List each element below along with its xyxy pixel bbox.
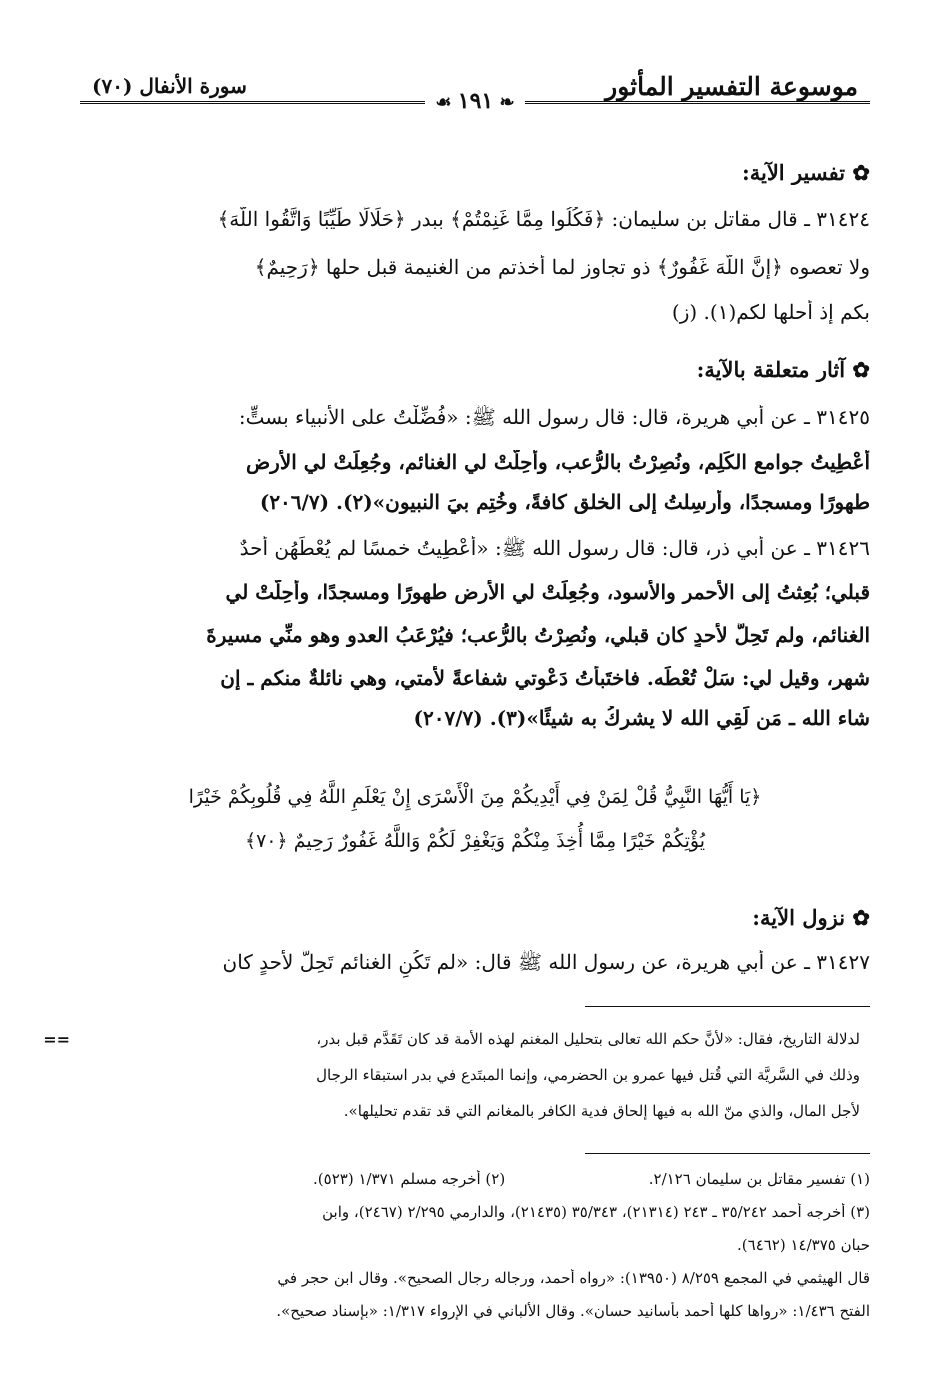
note-line: وذلك في السَّرِيَّة التي قُتل فيها عمرو بن الحضرمي، وإنما المبتَدع في بدر استبقاء الرجال <box>316 1066 860 1084</box>
section-title: نزول الآية: <box>752 905 846 930</box>
text-line: ٣١٤٢٤ ـ قال مقاتل بن سليمان: ﴿فَكُلُوا مِمَّا غَنِمْتُمْ﴾ ببدر ﴿حَلَالًا طَيِّبًا وَاتَّقُوا اللَّهَ﴾ <box>217 207 870 231</box>
flower-icon: ✿ <box>845 905 870 930</box>
continuation-mark: == <box>43 1030 70 1049</box>
text-line: طهورًا ومسجدًا، وأُرسِلتُ إلى الخلق كافةً، وخُتِم بيَ النبيون»(٢). (٢٠٦/٧) <box>259 490 870 514</box>
surah-label: سورة الأنفال (٧٠) <box>92 74 247 98</box>
footnote-line: الفتح ١/٤٣٦: «رواها كلها أحمد بأسانيد حسان». وقال الألباني في الإرواء ١/٣١٧: «بإسناد صحيح». <box>276 1302 870 1320</box>
footnote-line: حبان ١٤/٣٧٥ (٦٤٦٢). <box>737 1236 870 1254</box>
section-heading-nuzul <box>82 905 870 930</box>
section-heading-athar <box>82 357 870 382</box>
section-heading-tafsir <box>82 160 870 185</box>
footnote-3: (٣) أخرجه أحمد ٣٥/٢٤٢ ـ ٢٤٣ (٢١٣١٤)، ٣٥/٣٤٣ (٢١٤٣٥)، والدارمي ٢/٢٩٥ (٢٤٦٧)، وابن <box>322 1203 870 1221</box>
footnote-separator <box>585 1153 870 1154</box>
quran-verse-line: ﴿يَا أَيُّهَا النَّبِيُّ قُلْ لِمَنْ فِي أَيْدِيكُمْ مِنَ الْأَسْرَى إِنْ يَعْلَمِ اللَّهُ فِي قُلُوبِكُمْ خَيْرًا <box>188 786 762 808</box>
text-line: شهر، وقيل لي: سَلْ تُعْطَه. فاختَبأتُ دَعْوتي شفاعةً لأمتي، وهي نائلةٌ منكم ـ إن <box>220 666 870 690</box>
section-title: تفسير الآية: <box>741 160 846 185</box>
ornament-icon: ❧ <box>493 92 515 113</box>
text-line: شاء الله ـ مَن لَقِي الله لا يشرِكُ به شيئًا»(٣). (٢٠٧/٧) <box>413 706 870 730</box>
book-title: موسوعة التفسير المأثور <box>605 72 858 101</box>
section-title: آثار متعلقة بالآية: <box>696 357 846 382</box>
note-line: لدلالة التاريخ، فقال: «لأنَّ حكم الله تعالى بتحليل المغنم لهذه الأمة قد كان تَقَدَّم قبل بدر، <box>316 1030 860 1048</box>
quran-verse-line: يُؤْتِكُمْ خَيْرًا مِمَّا أُخِذَ مِنْكُمْ وَيَغْفِرْ لَكُمْ وَاللَّهُ غَفُورٌ رَحِيمٌ ﴿٧٠﴾ <box>244 830 706 852</box>
text-line: بكم إذ أحلها لكم(١). (ز) <box>671 300 870 324</box>
page-number-area <box>0 88 950 114</box>
text-line: قبلي؛ بُعِثتُ إلى الأحمر والأسود، وجُعِلَتْ لي الأرض طهورًا ومسجدًا، وأُحِلَّتْ لي <box>225 580 870 604</box>
ornament-icon: ☙ <box>435 92 458 113</box>
flower-icon: ✿ <box>845 357 870 382</box>
page-number: ١٩١ <box>457 88 494 114</box>
text-line: الغنائم، ولم تَحِلَّ لأحدٍ كان قبلي، ونُصِرْتُ بالرُّعب؛ فيُرْعَبُ العدو وهو منِّي مسيرةَ <box>206 623 870 647</box>
text-line: ولا تعصوه ﴿إِنَّ اللَّهَ غَفُورٌ﴾ ذو تجاوز لما أخذتم من الغنيمة قبل حلها ﴿رَحِيمٌ﴾ <box>254 255 870 279</box>
footnote-separator <box>585 1006 870 1007</box>
text-line: ٣١٤٢٧ ـ عن أبي هريرة، عن رسول الله ﷺ قال: «لم تَكُنِ الغنائم تَحِلُّ لأحدٍ كان <box>222 950 870 974</box>
text-line: أُعْطِيتُ جوامع الكَلِم، ونُصِرْتُ بالرُّعب، وأُحِلَّتْ لي الغنائم، وجُعِلَتْ لي الأرض <box>246 450 870 474</box>
footnote-row <box>82 1170 870 1188</box>
footnote-1: (١) تفسير مقاتل بن سليمان ٢/١٢٦. <box>648 1170 870 1188</box>
text-line: ٣١٤٢٦ ـ عن أبي ذر، قال: قال رسول الله ﷺ: «أُعْطِيتُ خمسًا لم يُعْطَهُن أحدٌ <box>239 536 870 560</box>
flower-icon: ✿ <box>845 160 870 185</box>
footnote-line: قال الهيثمي في المجمع ٨/٢٥٩ (١٣٩٥٠): «رواه أحمد، ورجاله رجال الصحيح». وقال ابن حجر في <box>277 1269 870 1287</box>
note-line: لأجل المال، والذي منّ الله به فيها إلحاق فدية الكافر بالمغانم التي قد تقدم تحليلها». <box>343 1102 860 1120</box>
footnote-2: (٢) أخرجه مسلم ١/٣٧١ (٥٢٣). <box>313 1170 506 1188</box>
text-line: ٣١٤٢٥ ـ عن أبي هريرة، قال: قال رسول الله ﷺ: «فُضِّلْتُ على الأنبياء بستٍّ: <box>238 405 870 429</box>
